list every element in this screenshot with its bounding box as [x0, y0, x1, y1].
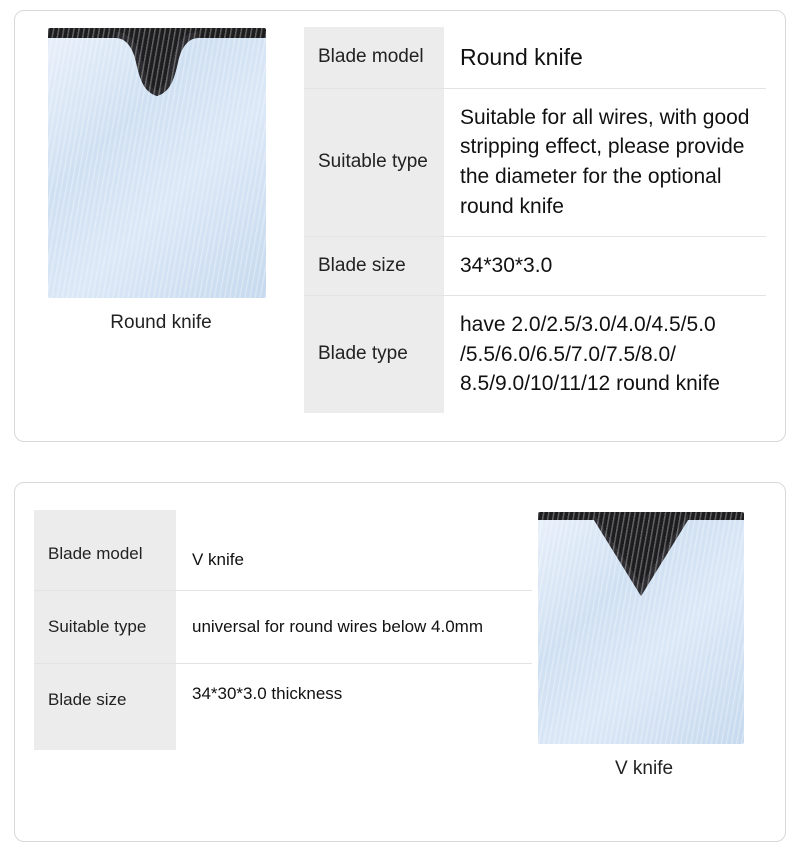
spec-value-blade-type: have 2.0/2.5/3.0/4.0/4.5/5.0 /5.5/6.0/6.5/7.0/7.5/8.0/ 8.5/9.0/10/11/12 round knife [444, 295, 766, 413]
table-row [304, 295, 766, 413]
spec-value-blade-size: 34*30*3.0 [444, 236, 766, 295]
spec-label-blade-size: Blade size [34, 664, 176, 751]
spec-value-suitable-type: universal for round wires below 4.0mm [176, 591, 532, 664]
round-knife-spec-table [304, 27, 766, 413]
spec-value-blade-size: 34*30*3.0 thickness [176, 664, 532, 751]
v-knife-image [538, 512, 744, 744]
spec-value-blade-model: V knife [176, 510, 532, 591]
table-row [304, 236, 766, 295]
spec-label-blade-type: Blade type [304, 295, 444, 413]
table-row [304, 88, 766, 236]
spec-label-blade-model: Blade model [34, 510, 176, 591]
v-knife-spec-table [34, 510, 532, 750]
round-knife-caption: Round knife [110, 312, 212, 333]
table-row [34, 591, 532, 664]
spec-label-blade-size: Blade size [304, 236, 444, 295]
v-knife-image-block [538, 512, 750, 780]
spec-label-suitable-type: Suitable type [304, 88, 444, 236]
spec-label-blade-model: Blade model [304, 27, 444, 88]
v-knife-caption: V knife [614, 758, 674, 779]
round-knife-notch-icon [48, 28, 266, 296]
v-knife-notch-icon [538, 512, 744, 742]
table-row [34, 664, 532, 751]
spec-value-suitable-type: Suitable for all wires, with good stripping effect, please provide the diameter for the optional round knife [444, 88, 766, 236]
spec-value-blade-model: Round knife [444, 27, 766, 88]
round-knife-image [48, 28, 266, 298]
table-row [34, 510, 532, 591]
table-row [304, 27, 766, 88]
spec-label-suitable-type: Suitable type [34, 591, 176, 664]
round-knife-image-block [48, 28, 274, 334]
